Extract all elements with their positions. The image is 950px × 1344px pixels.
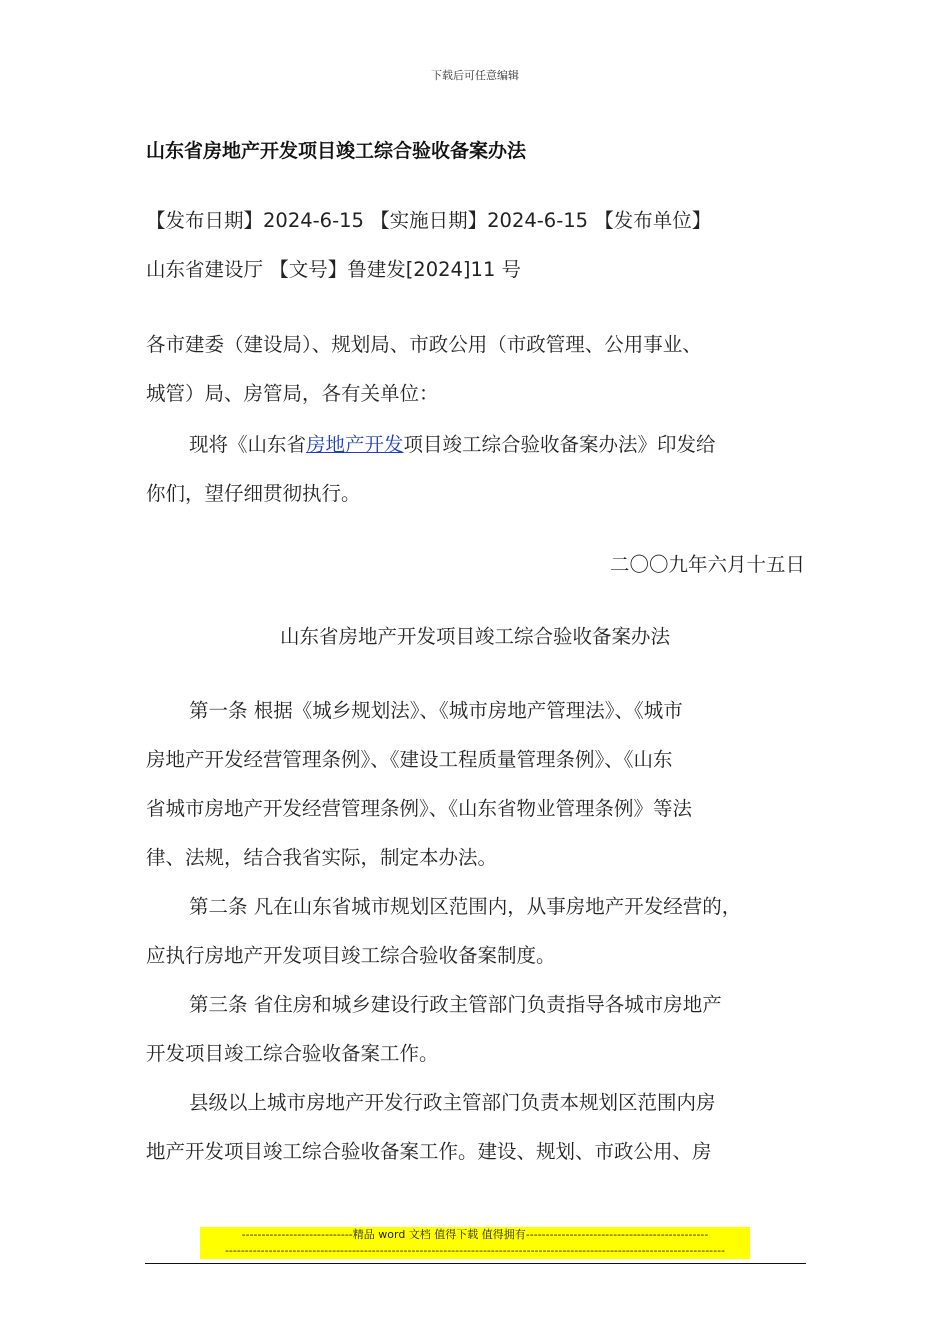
addressee-line: 各市建委（建设局）、规划局、市政公用（市政管理、公用事业、: [146, 333, 702, 356]
article-1-line: 省城市房地产开发经营管理条例》、《山东省物业管理条例》等法: [146, 797, 693, 820]
article-3-line: 开发项目竣工综合验收备案工作。: [146, 1042, 439, 1065]
article-2-line: 应执行房地产开发项目竣工综合验收备案制度。: [146, 944, 556, 967]
effective-date-value: 2024-6-15: [487, 209, 589, 232]
articles: [146, 686, 806, 1176]
addressee: [146, 320, 806, 418]
notice-prefix: 现将《山东省: [189, 433, 307, 456]
effective-date-label: 【实施日期】: [363, 209, 488, 232]
notice-paragraph: [146, 420, 806, 518]
article-1-line: 第一条 根据《城乡规划法》、《城市房地产管理法》、《城市: [189, 699, 683, 722]
footer-banner-line: ------------------------------------------------------------------------------------------------------------------------------: [224, 1244, 726, 1257]
publish-date-value: 2024-6-15: [263, 209, 364, 232]
notice-line: 你们，望仔细贯彻执行。: [146, 482, 361, 505]
addressee-line: 城管）局、房管局，各有关单位：: [146, 382, 439, 405]
article-1-line: 房地产开发经营管理条例》、《建设工程质量管理条例》、《山东: [146, 748, 673, 771]
paragraph-4-line: 地产开发项目竣工综合验收备案工作。建设、规划、市政公用、房: [146, 1140, 712, 1163]
article-3-line: 第三条 省住房和城乡建设行政主管部门负责指导各城市房地产: [189, 993, 722, 1016]
notice-suffix: 项目竣工综合验收备案办法》印发给: [403, 433, 716, 456]
issue-date: 二〇〇九年六月十五日: [609, 553, 805, 576]
document-number: [2024]11: [405, 258, 496, 281]
paragraph-4-line: 县级以上城市房地产开发行政主管部门负责本规划区范围内房: [189, 1091, 716, 1114]
notice-line: [146, 420, 806, 469]
footer-banner: [200, 1227, 750, 1259]
footer-rule: [145, 1263, 806, 1264]
issuer-label: 【发布单位】: [588, 209, 712, 232]
publication-meta: [146, 196, 806, 294]
meta-line-dates: [146, 196, 806, 245]
publish-date-label: 【发布日期】: [146, 209, 264, 232]
real-estate-development-link[interactable]: 房地产开发: [306, 433, 404, 456]
document-title: 山东省房地产开发项目竣工综合验收备案办法: [146, 140, 527, 162]
article-1-line: 律、法规，结合我省实际，制定本办法。: [146, 846, 498, 869]
issuer-and-docno-label: 山东省建设厅 【文号】鲁建发: [146, 258, 406, 281]
footer-banner-line: ----------------------------精品 word 文档 值得下载 值得拥有----------------------------------------------: [241, 1228, 709, 1241]
header-note: 下载后可任意编辑: [431, 69, 519, 82]
regulation-title: 山东省房地产开发项目竣工综合验收备案办法: [279, 625, 670, 648]
document-number-suffix: 号: [495, 258, 522, 281]
meta-line-issuer: [146, 245, 806, 294]
article-2-line: 第二条 凡在山东省城市规划区范围内，从事房地产开发经营的，: [189, 895, 742, 918]
